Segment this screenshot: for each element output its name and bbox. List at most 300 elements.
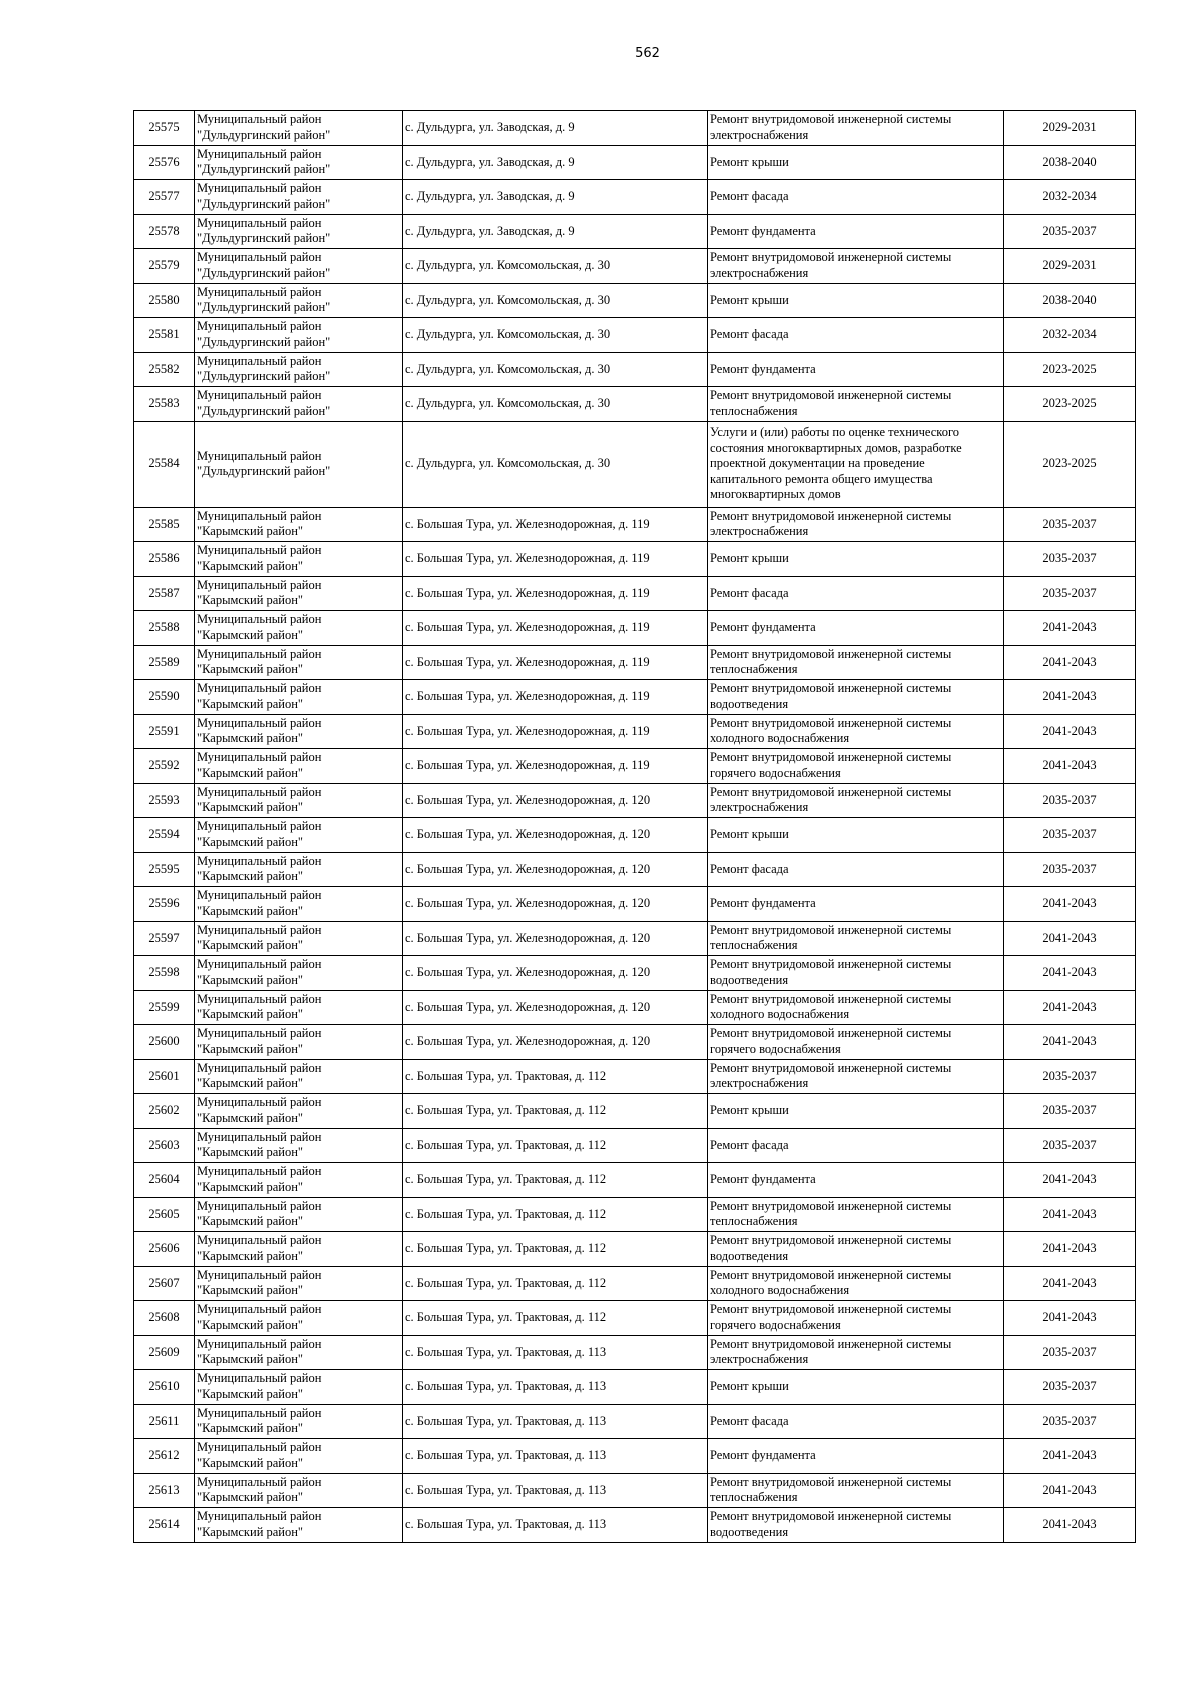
district-line: Муниципальный район xyxy=(197,353,322,368)
district-line: "Дульдургинский район" xyxy=(197,265,331,280)
cell-address: с. Большая Тура, ул. Трактовая, д. 113 xyxy=(403,1335,708,1370)
cell-work-type xyxy=(708,714,1004,749)
work-line: водоотведения xyxy=(710,696,789,711)
cell-period: 2023-2025 xyxy=(1004,352,1136,387)
cell-period: 2035-2037 xyxy=(1004,576,1136,611)
cell-district xyxy=(195,783,403,818)
cell-address: с. Большая Тура, ул. Железнодорожная, д. 120 xyxy=(403,921,708,956)
cell-number: 25594 xyxy=(134,818,195,853)
district-line: "Карымский район" xyxy=(197,1179,304,1194)
district-line: Муниципальный район xyxy=(197,612,322,627)
cell-district xyxy=(195,1473,403,1508)
table-row xyxy=(134,921,1136,956)
district-line: Муниципальный район xyxy=(197,991,322,1006)
cell-address: с. Большая Тура, ул. Железнодорожная, д. 119 xyxy=(403,611,708,646)
cell-work-type xyxy=(708,852,1004,887)
cell-district xyxy=(195,1094,403,1129)
work-line: Ремонт фасада xyxy=(710,585,789,600)
district-line: Муниципальный район xyxy=(197,146,322,161)
district-line: Муниципальный район xyxy=(197,957,322,972)
table-row xyxy=(134,1025,1136,1060)
table-row xyxy=(134,421,1136,507)
cell-work-type xyxy=(708,352,1004,387)
work-line: теплоснабжения xyxy=(710,938,798,953)
cell-district xyxy=(195,921,403,956)
district-line: "Карымский район" xyxy=(197,1248,304,1263)
cell-address: с. Большая Тура, ул. Трактовая, д. 112 xyxy=(403,1197,708,1232)
work-line: Ремонт крыши xyxy=(710,154,789,169)
cell-district xyxy=(195,1404,403,1439)
cell-period: 2035-2037 xyxy=(1004,214,1136,249)
cell-work-type xyxy=(708,818,1004,853)
district-line: Муниципальный район xyxy=(197,1509,322,1524)
cell-work-type xyxy=(708,1439,1004,1474)
work-line: электроснабжения xyxy=(710,1352,809,1367)
district-line: "Дульдургинский район" xyxy=(197,369,331,384)
cell-work-type xyxy=(708,387,1004,422)
cell-period: 2035-2037 xyxy=(1004,818,1136,853)
district-line: "Карымский район" xyxy=(197,869,304,884)
work-line: Ремонт внутридомовой инженерной системы xyxy=(710,1026,952,1041)
cell-address: с. Большая Тура, ул. Трактовая, д. 112 xyxy=(403,1094,708,1129)
cell-number: 25579 xyxy=(134,249,195,284)
table-row xyxy=(134,783,1136,818)
district-line: "Дульдургинский район" xyxy=(197,196,331,211)
cell-number: 25607 xyxy=(134,1266,195,1301)
work-line: водоотведения xyxy=(710,1524,789,1539)
district-line: Муниципальный район xyxy=(197,250,322,265)
table-row xyxy=(134,576,1136,611)
cell-district xyxy=(195,318,403,353)
district-line: "Карымский район" xyxy=(197,731,304,746)
cell-number: 25592 xyxy=(134,749,195,784)
cell-number: 25578 xyxy=(134,214,195,249)
district-line: "Карымский район" xyxy=(197,1352,304,1367)
cell-address: с. Большая Тура, ул. Железнодорожная, д. 119 xyxy=(403,576,708,611)
cell-period: 2041-2043 xyxy=(1004,1473,1136,1508)
table-row xyxy=(134,283,1136,318)
work-line: водоотведения xyxy=(710,1248,789,1263)
cell-work-type xyxy=(708,249,1004,284)
table-row xyxy=(134,1301,1136,1336)
cell-period: 2041-2043 xyxy=(1004,1301,1136,1336)
district-line: "Дульдургинский район" xyxy=(197,300,331,315)
district-line: "Карымский район" xyxy=(197,903,304,918)
table-body xyxy=(134,111,1136,1543)
district-line: "Карымский район" xyxy=(197,1317,304,1332)
work-line: Ремонт фундамента xyxy=(710,896,816,910)
cell-period: 2041-2043 xyxy=(1004,990,1136,1025)
cell-number: 25595 xyxy=(134,852,195,887)
cell-work-type xyxy=(708,990,1004,1025)
work-line: Ремонт внутридомовой инженерной системы xyxy=(710,646,952,661)
work-line: Ремонт крыши xyxy=(710,1379,789,1393)
work-line: состояния многоквартирных домов, разработке xyxy=(710,440,962,455)
cell-address: с. Дульдурга, ул. Комсомольская, д. 30 xyxy=(403,352,708,387)
cell-number: 25576 xyxy=(134,145,195,180)
district-line: Муниципальный район xyxy=(197,1371,322,1386)
work-line: водоотведения xyxy=(710,972,789,987)
cell-number: 25614 xyxy=(134,1508,195,1543)
cell-work-type xyxy=(708,1335,1004,1370)
work-line: Ремонт крыши xyxy=(710,1103,789,1117)
cell-district xyxy=(195,818,403,853)
cell-address: с. Большая Тура, ул. Трактовая, д. 112 xyxy=(403,1301,708,1336)
district-line: "Карымский район" xyxy=(197,696,304,711)
district-line: Муниципальный район xyxy=(197,819,322,834)
cell-work-type xyxy=(708,921,1004,956)
cell-period: 2035-2037 xyxy=(1004,507,1136,542)
cell-district xyxy=(195,1128,403,1163)
cell-work-type xyxy=(708,145,1004,180)
cell-period: 2041-2043 xyxy=(1004,1163,1136,1198)
district-line: "Карымский район" xyxy=(197,524,304,539)
cell-number: 25606 xyxy=(134,1232,195,1267)
table-row xyxy=(134,249,1136,284)
district-line: Муниципальный район xyxy=(197,750,322,765)
cell-period: 2035-2037 xyxy=(1004,542,1136,577)
table-row xyxy=(134,111,1136,146)
work-line: Ремонт внутридомовой инженерной системы xyxy=(710,112,952,127)
work-line: теплоснабжения xyxy=(710,403,798,418)
district-line: "Карымский район" xyxy=(197,1455,304,1470)
work-line: Ремонт внутридомовой инженерной системы xyxy=(710,1509,952,1524)
cell-address: с. Большая Тура, ул. Трактовая, д. 113 xyxy=(403,1404,708,1439)
work-line: многоквартирных домов xyxy=(710,487,841,502)
cell-number: 25602 xyxy=(134,1094,195,1129)
cell-work-type xyxy=(708,576,1004,611)
cell-work-type xyxy=(708,680,1004,715)
cell-period: 2023-2025 xyxy=(1004,387,1136,422)
district-line: Муниципальный район xyxy=(197,388,322,403)
cell-period: 2035-2037 xyxy=(1004,852,1136,887)
work-line: Ремонт крыши xyxy=(710,551,789,565)
district-line: "Карымский район" xyxy=(197,1421,304,1436)
work-line: Ремонт внутридомовой инженерной системы xyxy=(710,922,952,937)
cell-number: 25610 xyxy=(134,1370,195,1405)
work-line: холодного водоснабжения xyxy=(710,731,850,746)
district-line: "Карымский район" xyxy=(197,1214,304,1229)
cell-work-type xyxy=(708,111,1004,146)
cell-period: 2041-2043 xyxy=(1004,611,1136,646)
cell-address: с. Большая Тура, ул. Железнодорожная, д. 119 xyxy=(403,507,708,542)
district-line: Муниципальный район xyxy=(197,1474,322,1489)
district-line: Муниципальный район xyxy=(197,715,322,730)
cell-work-type xyxy=(708,1370,1004,1405)
work-line: теплоснабжения xyxy=(710,1490,798,1505)
repair-schedule-table xyxy=(133,110,1136,1543)
table-row xyxy=(134,352,1136,387)
cell-address: с. Большая Тура, ул. Железнодорожная, д. 120 xyxy=(403,783,708,818)
district-line: "Дульдургинский район" xyxy=(197,403,331,418)
district-line: "Карымский район" xyxy=(197,662,304,677)
district-line: Муниципальный район xyxy=(197,112,322,127)
work-line: Ремонт фасада xyxy=(710,861,789,876)
cell-period: 2041-2043 xyxy=(1004,645,1136,680)
work-line: электроснабжения xyxy=(710,127,809,142)
cell-district xyxy=(195,645,403,680)
cell-district xyxy=(195,990,403,1025)
district-line: Муниципальный район xyxy=(197,1440,322,1455)
cell-period: 2035-2037 xyxy=(1004,1335,1136,1370)
cell-address: с. Большая Тура, ул. Железнодорожная, д. 119 xyxy=(403,645,708,680)
cell-address: с. Большая Тура, ул. Трактовая, д. 112 xyxy=(403,1266,708,1301)
work-line: горячего водоснабжения xyxy=(710,765,841,780)
cell-address: с. Большая Тура, ул. Железнодорожная, д. 120 xyxy=(403,1025,708,1060)
work-line: Ремонт внутридомовой инженерной системы xyxy=(710,957,952,972)
work-line: Ремонт фундамента xyxy=(710,1448,816,1462)
district-line: "Карымский район" xyxy=(197,765,304,780)
district-line: Муниципальный район xyxy=(197,922,322,937)
cell-address: с. Большая Тура, ул. Трактовая, д. 112 xyxy=(403,1163,708,1198)
district-line: "Карымский район" xyxy=(197,1110,304,1125)
district-line: Муниципальный район xyxy=(197,1302,322,1317)
cell-district xyxy=(195,1370,403,1405)
cell-address: с. Большая Тура, ул. Железнодорожная, д. 120 xyxy=(403,852,708,887)
cell-district xyxy=(195,852,403,887)
cell-district xyxy=(195,680,403,715)
district-line: Муниципальный район xyxy=(197,284,322,299)
cell-number: 25608 xyxy=(134,1301,195,1336)
district-line: Муниципальный район xyxy=(197,1129,322,1144)
cell-number: 25593 xyxy=(134,783,195,818)
table-row xyxy=(134,1335,1136,1370)
work-line: Услуги и (или) работы по оценке технического xyxy=(710,425,960,440)
cell-number: 25590 xyxy=(134,680,195,715)
district-line: Муниципальный район xyxy=(197,543,322,558)
cell-period: 2023-2025 xyxy=(1004,421,1136,507)
district-line: Муниципальный район xyxy=(197,1198,322,1213)
district-line: "Карымский район" xyxy=(197,1007,304,1022)
cell-district xyxy=(195,283,403,318)
cell-number: 25612 xyxy=(134,1439,195,1474)
cell-number: 25589 xyxy=(134,645,195,680)
district-line: "Карымский район" xyxy=(197,1041,304,1056)
cell-number: 25580 xyxy=(134,283,195,318)
table-row xyxy=(134,1059,1136,1094)
district-line: Муниципальный район xyxy=(197,508,322,523)
cell-work-type xyxy=(708,1473,1004,1508)
district-line: Муниципальный район xyxy=(197,1164,322,1179)
table-row xyxy=(134,1370,1136,1405)
cell-district xyxy=(195,1335,403,1370)
district-line: Муниципальный район xyxy=(197,319,322,334)
table-row xyxy=(134,214,1136,249)
cell-address: с. Дульдурга, ул. Комсомольская, д. 30 xyxy=(403,421,708,507)
cell-period: 2035-2037 xyxy=(1004,1059,1136,1094)
cell-number: 25603 xyxy=(134,1128,195,1163)
cell-district xyxy=(195,1059,403,1094)
cell-period: 2032-2034 xyxy=(1004,318,1136,353)
cell-number: 25581 xyxy=(134,318,195,353)
cell-work-type xyxy=(708,283,1004,318)
cell-district xyxy=(195,576,403,611)
cell-period: 2041-2043 xyxy=(1004,921,1136,956)
work-line: Ремонт фасада xyxy=(710,1137,789,1152)
work-line: Ремонт внутридомовой инженерной системы xyxy=(710,1060,952,1075)
work-line: проектной документации на проведение xyxy=(710,456,925,471)
cell-address: с. Большая Тура, ул. Трактовая, д. 112 xyxy=(403,1128,708,1163)
cell-period: 2035-2037 xyxy=(1004,1094,1136,1129)
district-line: "Карымский район" xyxy=(197,972,304,987)
table-row xyxy=(134,1232,1136,1267)
table-row xyxy=(134,318,1136,353)
table-row xyxy=(134,818,1136,853)
cell-period: 2041-2043 xyxy=(1004,1439,1136,1474)
cell-address: с. Большая Тура, ул. Железнодорожная, д. 119 xyxy=(403,714,708,749)
cell-address: с. Большая Тура, ул. Железнодорожная, д. 120 xyxy=(403,956,708,991)
cell-district xyxy=(195,180,403,215)
cell-district xyxy=(195,749,403,784)
work-line: электроснабжения xyxy=(710,1076,809,1091)
cell-district xyxy=(195,352,403,387)
district-line: Муниципальный район xyxy=(197,888,322,903)
table-row xyxy=(134,680,1136,715)
cell-period: 2029-2031 xyxy=(1004,249,1136,284)
cell-number: 25613 xyxy=(134,1473,195,1508)
district-line: "Карымский район" xyxy=(197,1283,304,1298)
district-line: "Карымский район" xyxy=(197,627,304,642)
cell-work-type xyxy=(708,1197,1004,1232)
page-number: 562 xyxy=(635,46,660,61)
cell-work-type xyxy=(708,611,1004,646)
cell-period: 2038-2040 xyxy=(1004,145,1136,180)
cell-address: с. Дульдурга, ул. Заводская, д. 9 xyxy=(403,111,708,146)
cell-district xyxy=(195,387,403,422)
table-row xyxy=(134,1266,1136,1301)
cell-address: с. Большая Тура, ул. Трактовая, д. 113 xyxy=(403,1439,708,1474)
table-row xyxy=(134,1163,1136,1198)
table-row xyxy=(134,542,1136,577)
cell-work-type xyxy=(708,318,1004,353)
cell-address: с. Большая Тура, ул. Трактовая, д. 112 xyxy=(403,1232,708,1267)
cell-period: 2041-2043 xyxy=(1004,1197,1136,1232)
table-row xyxy=(134,749,1136,784)
work-line: Ремонт внутридомовой инженерной системы xyxy=(710,681,952,696)
cell-period: 2041-2043 xyxy=(1004,714,1136,749)
district-line: Муниципальный район xyxy=(197,577,322,592)
cell-work-type xyxy=(708,1266,1004,1301)
table-row xyxy=(134,1473,1136,1508)
work-line: Ремонт фундамента xyxy=(710,1172,816,1186)
district-line: "Карымский район" xyxy=(197,1145,304,1160)
district-line: "Дульдургинский район" xyxy=(197,127,331,142)
cell-work-type xyxy=(708,887,1004,922)
cell-address: с. Дульдурга, ул. Комсомольская, д. 30 xyxy=(403,249,708,284)
table-row xyxy=(134,1508,1136,1543)
table-row xyxy=(134,852,1136,887)
table-row xyxy=(134,1439,1136,1474)
cell-work-type xyxy=(708,214,1004,249)
district-line: Муниципальный район xyxy=(197,448,322,463)
cell-work-type xyxy=(708,783,1004,818)
cell-work-type xyxy=(708,1232,1004,1267)
cell-address: с. Большая Тура, ул. Трактовая, д. 113 xyxy=(403,1508,708,1543)
cell-district xyxy=(195,542,403,577)
table-row xyxy=(134,180,1136,215)
cell-work-type xyxy=(708,1128,1004,1163)
cell-number: 25599 xyxy=(134,990,195,1025)
cell-address: с. Большая Тура, ул. Железнодорожная, д. 119 xyxy=(403,542,708,577)
district-line: Муниципальный район xyxy=(197,215,322,230)
cell-district xyxy=(195,1508,403,1543)
cell-work-type xyxy=(708,1025,1004,1060)
district-line: "Карымский район" xyxy=(197,1490,304,1505)
table-row xyxy=(134,956,1136,991)
cell-number: 25601 xyxy=(134,1059,195,1094)
district-line: "Дульдургинский район" xyxy=(197,464,331,478)
work-line: Ремонт крыши xyxy=(710,827,789,841)
cell-address: с. Большая Тура, ул. Железнодорожная, д. 119 xyxy=(403,680,708,715)
cell-district xyxy=(195,145,403,180)
cell-work-type xyxy=(708,645,1004,680)
cell-district xyxy=(195,887,403,922)
district-line: Муниципальный район xyxy=(197,646,322,661)
cell-district xyxy=(195,1025,403,1060)
table-row xyxy=(134,507,1136,542)
work-line: электроснабжения xyxy=(710,265,809,280)
district-line: "Дульдургинский район" xyxy=(197,231,331,246)
cell-district xyxy=(195,956,403,991)
cell-work-type xyxy=(708,1094,1004,1129)
work-line: капитального ремонта общего имущества xyxy=(710,471,933,486)
cell-address: с. Большая Тура, ул. Железнодорожная, д. 119 xyxy=(403,749,708,784)
cell-number: 25600 xyxy=(134,1025,195,1060)
district-line: "Карымский район" xyxy=(197,938,304,953)
table-row xyxy=(134,990,1136,1025)
cell-number: 25598 xyxy=(134,956,195,991)
cell-period: 2041-2043 xyxy=(1004,1025,1136,1060)
work-line: Ремонт внутридомовой инженерной системы xyxy=(710,715,952,730)
cell-period: 2041-2043 xyxy=(1004,680,1136,715)
district-line: "Карымский район" xyxy=(197,1386,304,1401)
cell-district xyxy=(195,507,403,542)
cell-work-type xyxy=(708,1404,1004,1439)
cell-number: 25575 xyxy=(134,111,195,146)
table-row xyxy=(134,645,1136,680)
cell-period: 2032-2034 xyxy=(1004,180,1136,215)
cell-address: с. Дульдурга, ул. Комсомольская, д. 30 xyxy=(403,283,708,318)
cell-period: 2041-2043 xyxy=(1004,956,1136,991)
cell-number: 25583 xyxy=(134,387,195,422)
district-line: Муниципальный район xyxy=(197,1405,322,1420)
cell-district xyxy=(195,1163,403,1198)
cell-address: с. Большая Тура, ул. Железнодорожная, д. 120 xyxy=(403,887,708,922)
cell-period: 2041-2043 xyxy=(1004,749,1136,784)
district-line: "Карымский район" xyxy=(197,558,304,573)
cell-work-type xyxy=(708,1508,1004,1543)
cell-work-type xyxy=(708,1059,1004,1094)
work-line: Ремонт внутридомовой инженерной системы xyxy=(710,1474,952,1489)
district-line: Муниципальный район xyxy=(197,1095,322,1110)
cell-number: 25577 xyxy=(134,180,195,215)
cell-work-type xyxy=(708,1301,1004,1336)
table-row xyxy=(134,1197,1136,1232)
district-line: Муниципальный район xyxy=(197,681,322,696)
table-row xyxy=(134,1128,1136,1163)
cell-district xyxy=(195,1232,403,1267)
district-line: Муниципальный район xyxy=(197,181,322,196)
cell-number: 25597 xyxy=(134,921,195,956)
cell-address: с. Дульдурга, ул. Заводская, д. 9 xyxy=(403,214,708,249)
work-line: Ремонт внутридомовой инженерной системы xyxy=(710,750,952,765)
cell-address: с. Дульдурга, ул. Комсомольская, д. 30 xyxy=(403,318,708,353)
work-line: холодного водоснабжения xyxy=(710,1007,850,1022)
work-line: Ремонт внутридомовой инженерной системы xyxy=(710,388,952,403)
cell-period: 2038-2040 xyxy=(1004,283,1136,318)
cell-number: 25596 xyxy=(134,887,195,922)
cell-district xyxy=(195,214,403,249)
